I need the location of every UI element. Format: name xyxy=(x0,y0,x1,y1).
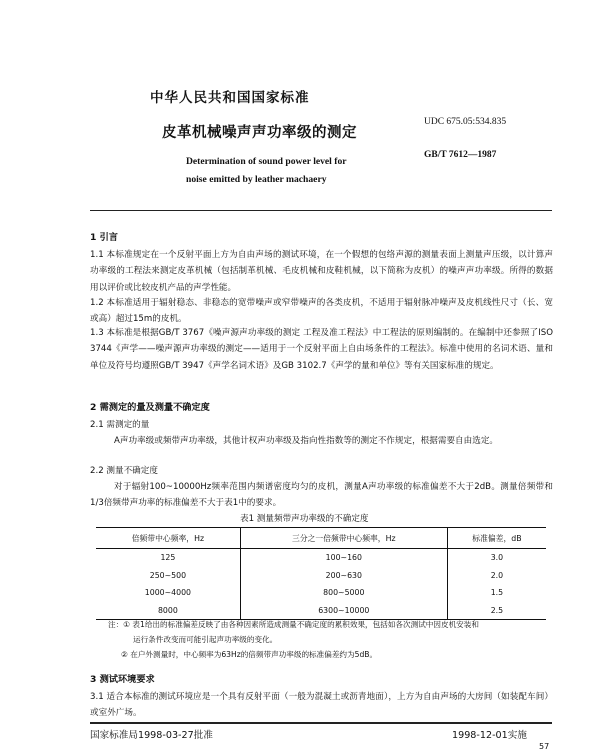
table-cell: 200~630 xyxy=(240,567,447,585)
table-cell: 1.5 xyxy=(490,588,504,598)
table-cell: 1000~4000 xyxy=(144,588,191,598)
table-header-cell: 三分之一倍频带中心频率，Hz xyxy=(240,528,447,549)
table-cell: 8000 xyxy=(96,602,240,620)
paragraph-1-1: 1.1 本标准规定在一个反射平面上方为自由声场的测试环境，在一个假想的包络声源的测量表面上测量声压级，以计算声功率级的工程法来测定皮革机械（包括制革机械、毛皮机械和皮鞋机械，以下简称为皮机）的噪声声功率级。所得的数据用以评价或比较皮机产品的声学性能。 xyxy=(90,250,553,293)
table-header-cell: 倍频带中心频率，Hz xyxy=(96,528,240,549)
footer-divider xyxy=(90,722,552,724)
paragraph-3-1: 3.1 适合本标准的测试环境应是一个具有反射平面（一般为混凝土或沥青地面），上方为自由声场的大房间（如装配车间）或室外广场。 xyxy=(90,692,553,719)
table-cell: 125 xyxy=(160,553,176,563)
paragraph-1-2: 1.2 本标准适用于辐射稳态、非稳态的宽带噪声或窄带噪声的各类皮机，不适用于辐射脉冲噪声及皮机线性尺寸（长、宽或高）超过15m的皮机。 xyxy=(90,298,553,325)
document-title-en-line1: Determination of sound power level for xyxy=(186,156,347,167)
udc-code: UDC 675.05:534.835 xyxy=(424,117,507,127)
paragraph-2-1: A声功率级或频带声功率级，其他计权声功率级及指向性指数等的测定不作规定，根据需要自由选定。 xyxy=(114,436,499,446)
table-cell: 3.0 xyxy=(490,553,504,563)
table-row xyxy=(96,549,546,567)
table-1 xyxy=(96,527,546,620)
table-cell: 6300~10000 xyxy=(240,602,447,620)
document-title-cn: 皮革机械噪声声功率级的测定 xyxy=(162,125,357,141)
table-cell: 100~160 xyxy=(240,549,447,567)
table-header-cell: 标准偏差，dB xyxy=(447,528,546,549)
page-number: 57 xyxy=(539,742,550,751)
table-cell: 2.5 xyxy=(447,602,546,620)
table-1-caption: 表1 测量频带声功率级的不确定度 xyxy=(240,514,369,524)
paragraph-2-2: 对于辐射100~10000Hz频率范围内频谱密度均匀的皮机，测量A声功率级的标准偏差不大于2dB。测量倍频带和1/3倍频带声功率的标准偏差不大于表1中的要求。 xyxy=(90,482,553,509)
standard-type-heading: 中华人民共和国国家标准 xyxy=(150,90,310,106)
header-divider xyxy=(90,210,552,211)
document-title-en-line2: noise emitted by leather machaery xyxy=(186,174,327,185)
section-2-1-heading: 2.1 需测定的量 xyxy=(90,420,150,430)
table-cell: 250~500 xyxy=(149,570,187,580)
table-note-2: ② 在户外测量时，中心频率为63Hz的倍频带声功率级的标准偏差约为5dB。 xyxy=(121,650,378,659)
implementation-date: 1998-12-01实施 xyxy=(452,730,527,741)
table-header-row xyxy=(96,528,546,549)
section-1-heading: 1 引言 xyxy=(90,232,118,243)
table-row xyxy=(96,567,546,585)
table-row xyxy=(96,584,546,602)
table-cell: 800~5000 xyxy=(240,584,447,602)
table-note-1-cont: 运行条件改变而可能引起声功率级的变化。 xyxy=(133,635,278,644)
paragraph-1-3: 1.3 本标准是根据GB/T 3767《噪声源声功率级的测定 工程及准工程法》中工程法的原则编制的。在编制中还参照了ISO 3744《声学——噪声源声功率级的测定——适用于一个反射平面上自由场条件的工程法》。标准中使用的名词术语、量和单位及符号均遵照GB/T 3947《声学名词术语》及GB 3102.7《声学的量和单位》等有关国家标准的规定。 xyxy=(90,328,553,371)
table-cell: 2.0 xyxy=(490,570,504,580)
section-2-2-heading: 2.2 测量不确定度 xyxy=(90,466,158,476)
standard-number: GB/T 7612—1987 xyxy=(424,150,497,160)
table-note-1: 注：① 表1给出的标准偏差反映了由各种因素所造成测量不确定度的累积效果，包括如各次测试中因皮机安装和 xyxy=(108,620,479,629)
section-2-heading: 2 需测定的量及测量不确定度 xyxy=(90,402,210,413)
approval-date: 国家标准局1998-03-27批准 xyxy=(90,730,213,741)
section-3-heading: 3 测试环境要求 xyxy=(90,674,155,685)
